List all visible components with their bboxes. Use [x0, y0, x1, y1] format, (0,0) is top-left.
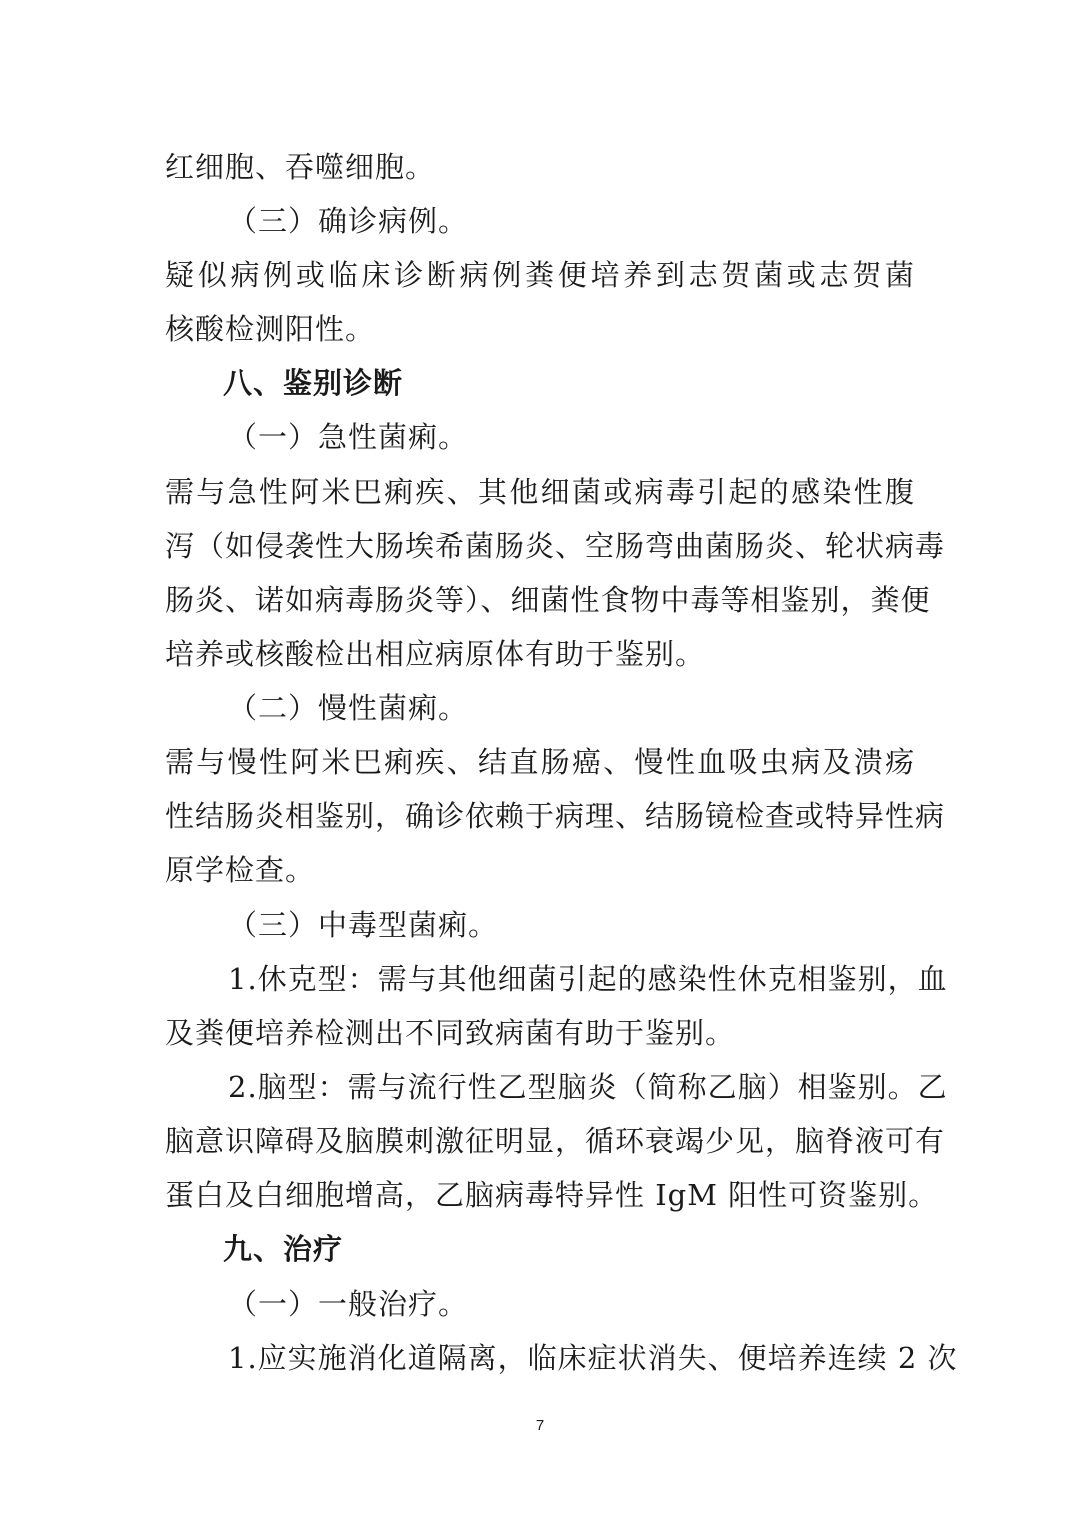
- paragraph-line: 蛋白及白细胞增高，乙脑病毒特异性 IgM 阳性可资鉴别。: [165, 1178, 939, 1212]
- paragraph-line: 肠炎、诺如病毒肠炎等）、细菌性食物中毒等相鉴别，粪便: [165, 583, 931, 617]
- paragraph-line: 疑似病例或临床诊断病例粪便培养到志贺菌或志贺菌: [165, 258, 915, 292]
- paragraph-line: 原学检查。: [165, 853, 316, 887]
- paragraph-line: 培养或核酸检出相应病原体有助于鉴别。: [165, 637, 706, 671]
- subheading-chronic-dysentery: （二）慢性菌痢。: [228, 691, 469, 725]
- subheading-general-treatment: （一）一般治疗。: [228, 1287, 469, 1321]
- paragraph-line: 2.脑型：需与流行性乙型脑炎（简称乙脑）相鉴别。乙: [228, 1070, 948, 1104]
- subheading-toxic-dysentery: （三）中毒型菌痢。: [228, 908, 499, 942]
- paragraph-line: 泻（如侵袭性大肠埃希菌肠炎、空肠弯曲菌肠炎、轮状病毒: [165, 529, 946, 563]
- paragraph-line: 性结肠炎相鉴别，确诊依赖于病理、结肠镜检查或特异性病: [165, 799, 946, 833]
- paragraph-line: 核酸检测阳性。: [165, 312, 376, 346]
- paragraph-line: 1.应实施消化道隔离，临床症状消失、便培养连续 2 次: [228, 1341, 958, 1375]
- subheading-confirmed-cases: （三）确诊病例。: [228, 204, 469, 238]
- section-heading-treatment: 九、治疗: [223, 1232, 344, 1266]
- paragraph-line: 及粪便培养检测出不同致病菌有助于鉴别。: [165, 1016, 736, 1050]
- page-number: 7: [535, 1417, 545, 1434]
- paragraph-line: 需与慢性阿米巴痢疾、结直肠癌、慢性血吸虫病及溃疡: [165, 745, 915, 779]
- section-heading-differential-diagnosis: 八、鉴别诊断: [223, 366, 404, 400]
- paragraph-continuation: 红细胞、吞噬细胞。: [165, 150, 436, 184]
- subheading-acute-dysentery: （一）急性菌痢。: [228, 420, 469, 454]
- paragraph-line: 需与急性阿米巴痢疾、其他细菌或病毒引起的感染性腹: [165, 475, 915, 509]
- paragraph-line: 脑意识障碍及脑膜刺激征明显，循环衰竭少见，脑脊液可有: [165, 1124, 946, 1158]
- paragraph-line: 1.休克型：需与其他细菌引起的感染性休克相鉴别，血: [228, 962, 948, 996]
